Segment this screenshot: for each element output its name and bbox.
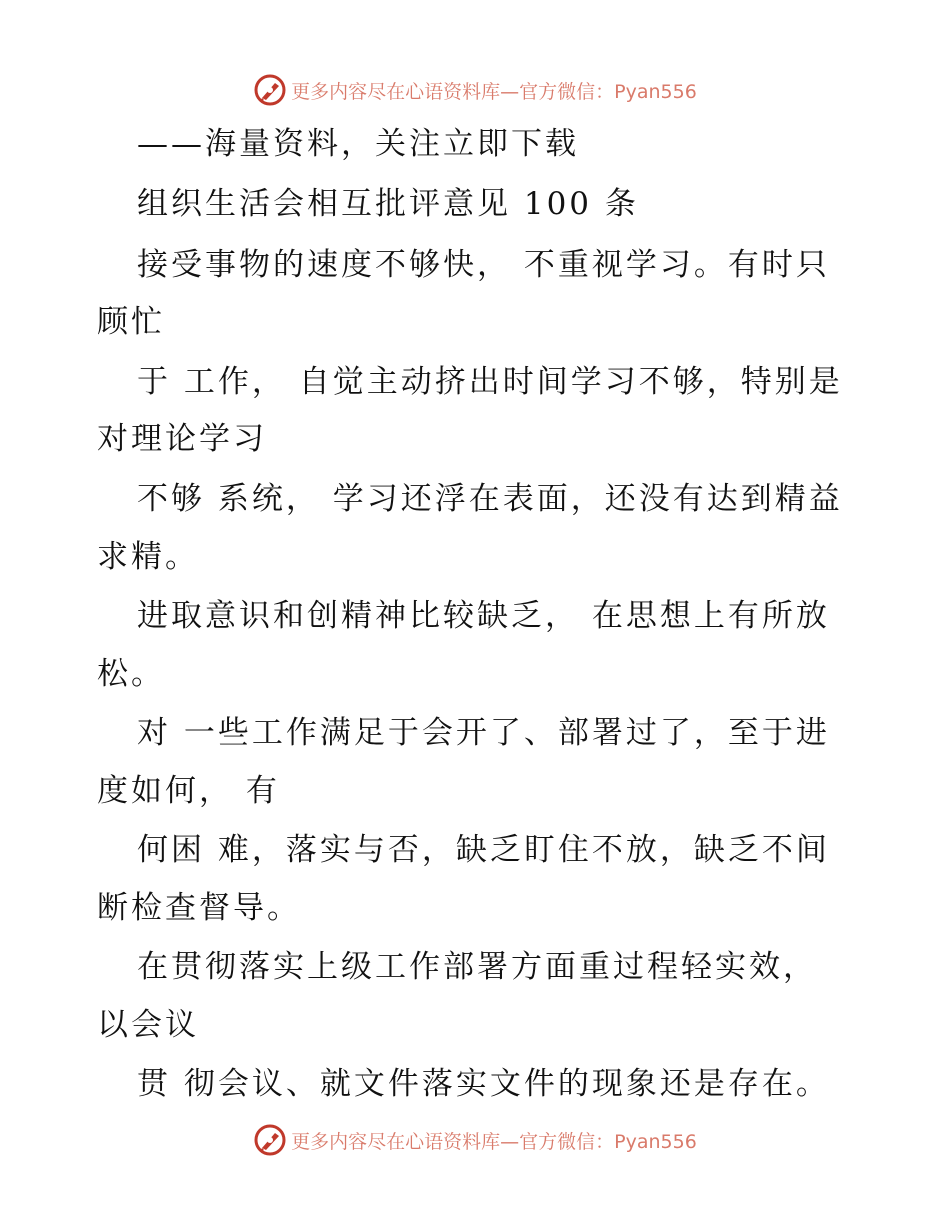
pen-logo-icon xyxy=(253,1123,287,1157)
text-line: 度如何， 有 xyxy=(97,773,280,809)
document-title: 组织生活会相互批评意见 100 条 xyxy=(137,186,639,222)
text-line: 进取意识和创精神比较缺乏， 在思想上有所放 xyxy=(137,598,830,634)
text-line: 对理论学习 xyxy=(97,421,267,457)
text-line: ——海量资料，关注立即下载 xyxy=(137,126,579,162)
footer-banner-text: 更多内容尽在心语资料库—官方微信：Pyan556 xyxy=(291,1130,697,1153)
text-line: 贯 彻会议、就文件落实文件的现象还是存在。 xyxy=(137,1066,830,1102)
footer-banner xyxy=(0,1120,950,1160)
text-line: 不够 系统， 学习还浮在表面，还没有达到精益 xyxy=(137,481,843,517)
text-line: 松。 xyxy=(97,656,165,692)
text-line: 求精。 xyxy=(97,539,199,575)
text-line: 对 一些工作满足于会开了、部署过了，至于进 xyxy=(137,715,830,751)
header-banner-text: 更多内容尽在心语资料库—官方微信：Pyan556 xyxy=(291,80,697,103)
text-line: 在贯彻落实上级工作部署方面重过程轻实效， xyxy=(137,949,817,985)
text-line: 断检查督导。 xyxy=(97,890,301,926)
text-line: 接受事物的速度不够快， 不重视学习。有时只 xyxy=(137,247,830,283)
text-line: 于 工作， 自觉主动挤出时间学习不够，特别是 xyxy=(137,364,843,400)
text-line: 顾忙 xyxy=(97,304,165,340)
text-line: 以会议 xyxy=(97,1007,199,1043)
header-banner xyxy=(0,70,950,110)
pen-logo-icon xyxy=(253,73,287,107)
text-line: 何困 难，落实与否，缺乏盯住不放，缺乏不间 xyxy=(137,832,830,868)
